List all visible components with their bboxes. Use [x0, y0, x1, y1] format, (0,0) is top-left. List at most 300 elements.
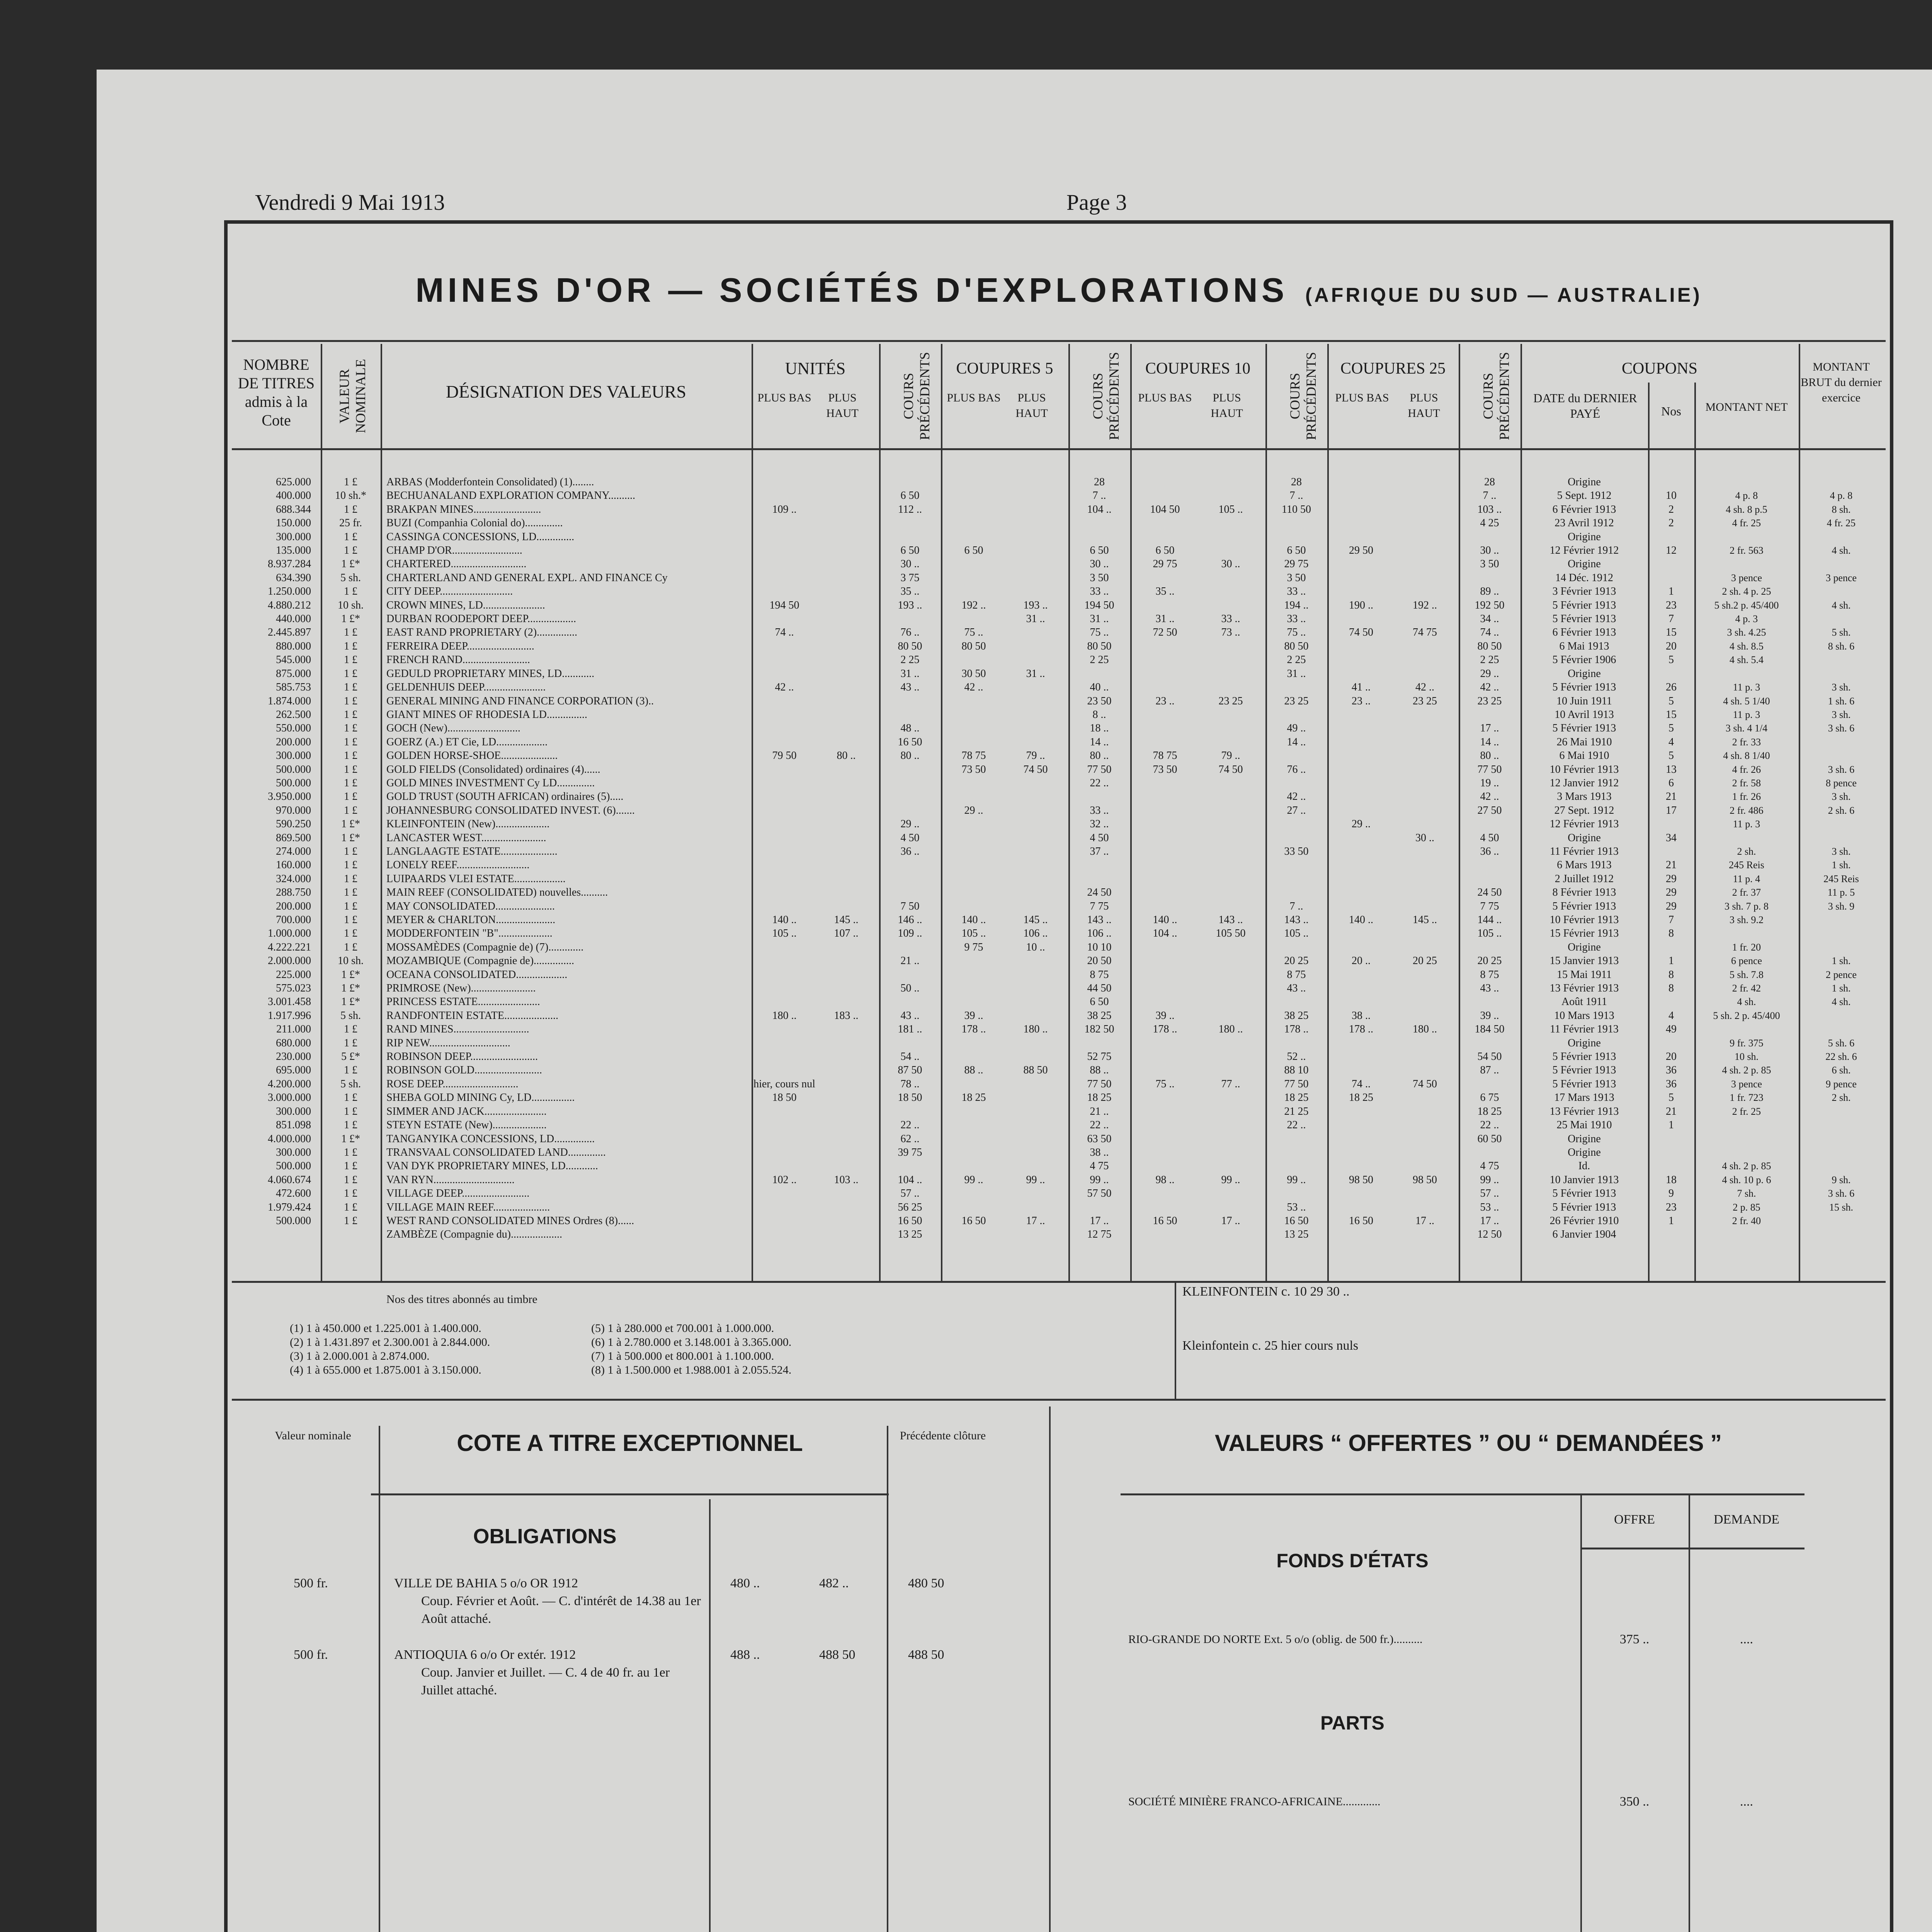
table-cell: 99 ..	[1026, 1173, 1045, 1186]
table-cell: 79 50	[772, 750, 797, 762]
table-cell: LANGLAAGTE ESTATE.....................	[386, 845, 558, 857]
table-cell: 12 Février 1913	[1549, 818, 1619, 830]
table-cell	[753, 1118, 815, 1132]
table-cell	[1801, 1228, 1882, 1241]
table-cell: 19 ..	[1480, 777, 1499, 789]
table-cell: 140 ..	[772, 914, 797, 926]
table-cell: 500.000	[276, 1160, 311, 1172]
table-cell	[1393, 571, 1457, 585]
table-cell	[1393, 763, 1457, 776]
table-cell: 80 ..	[1090, 750, 1109, 762]
table-cell: 43 ..	[1480, 982, 1499, 995]
table-cell	[815, 667, 877, 680]
table-cell: 1 sh.	[1832, 983, 1851, 994]
table-cell	[1005, 626, 1066, 639]
table-cell	[1329, 1228, 1393, 1241]
table-cell: 80 50	[1087, 640, 1112, 652]
table-cell: 78 75	[1153, 750, 1177, 762]
note-1: (1) 1 à 450.000 et 1.225.001 à 1.400.000.	[290, 1322, 481, 1335]
table-cell: 27 ..	[1287, 804, 1306, 816]
table-cell: 9 pence	[1825, 1078, 1857, 1090]
table-cell: 3 pence	[1731, 572, 1762, 583]
table-cell: 4 sh. 2 p. 85	[1722, 1160, 1771, 1172]
table-cell: 1 £	[344, 476, 357, 488]
table-cell	[1696, 1118, 1797, 1132]
table-cell	[1801, 1022, 1882, 1036]
table-cell: 180 ..	[1218, 1023, 1243, 1036]
table-cell: Origine	[1568, 832, 1601, 844]
table-cell	[1132, 954, 1198, 968]
table-cell: 2 fr. 40	[1732, 1215, 1761, 1226]
table-cell: 80 ..	[837, 750, 856, 762]
table-cell: 8 ..	[1092, 708, 1106, 721]
rule	[1265, 344, 1267, 1281]
parts-demande: ....	[1740, 1794, 1753, 1809]
table-cell	[1329, 653, 1393, 667]
table-cell: 72 50	[1153, 626, 1177, 639]
table-cell: 110 50	[1282, 503, 1311, 515]
table-cell: 98 50	[1413, 1173, 1437, 1186]
table-cell: 1 £	[344, 845, 357, 857]
table-cell: 30 ..	[1221, 558, 1240, 570]
table-cell	[1329, 708, 1393, 721]
table-cell	[753, 516, 815, 530]
table-cell: 28	[1484, 476, 1495, 488]
table-cell: 15 Mai 1911	[1556, 968, 1612, 981]
table-cell: 1 £	[344, 886, 357, 899]
table-cell	[1005, 1091, 1066, 1104]
table-cell: BUZI (Companhia Colonial do)..............	[386, 517, 563, 529]
table-cell	[881, 872, 939, 886]
table-cell: 194 50	[1084, 599, 1114, 611]
oblig-1-nominal: 500 fr.	[294, 1576, 328, 1590]
table-cell	[1461, 708, 1519, 721]
header-plus-haut: PLUS HAUT	[1015, 391, 1048, 420]
table-cell	[1801, 557, 1882, 571]
table-cell: 5 Février 1913	[1552, 1078, 1616, 1090]
table-cell: 1 £	[344, 900, 357, 912]
table-cell	[1393, 475, 1457, 489]
table-cell	[1005, 1050, 1066, 1063]
rule	[379, 1426, 380, 1932]
table-cell	[881, 886, 939, 899]
table-cell: 10 Février 1913	[1549, 763, 1619, 776]
table-cell: 16 50	[1349, 1214, 1373, 1227]
table-cell	[1393, 653, 1457, 667]
table-cell: 1 £	[344, 654, 357, 666]
table-cell	[815, 585, 877, 598]
fonds-offre: 375 ..	[1619, 1632, 1650, 1646]
table-cell	[1393, 639, 1457, 653]
table-cell: 80 50	[898, 640, 922, 652]
table-cell: 49	[1666, 1023, 1677, 1036]
table-cell	[815, 872, 877, 886]
oblig-1-haut: 482 ..	[819, 1576, 849, 1590]
table-cell	[1329, 940, 1393, 954]
table-cell: 6 Mai 1913	[1559, 640, 1609, 652]
header-coupures10: COUPURES 10	[1145, 360, 1250, 378]
table-cell: 23 50	[1087, 695, 1112, 707]
parts-offre: 350 ..	[1619, 1794, 1650, 1809]
table-cell: 74 ..	[1352, 1078, 1371, 1090]
oblig-2-prec: 488 50	[908, 1648, 944, 1662]
table-cell: ZAMBÈZE (Compagnie du)...................	[386, 1228, 562, 1241]
table-cell	[881, 1105, 939, 1118]
table-cell	[1329, 721, 1393, 735]
table-cell: Origine	[1568, 558, 1601, 570]
col-unites-prec	[881, 475, 939, 1242]
table-cell	[1329, 1050, 1393, 1063]
table-cell: 575.023	[276, 982, 311, 995]
table-cell	[815, 639, 877, 653]
table-cell: 6 50	[1090, 544, 1109, 557]
table-cell	[1801, 927, 1882, 940]
table-cell	[1132, 858, 1198, 872]
table-cell: 99 ..	[1287, 1173, 1306, 1186]
table-cell: 106 ..	[1087, 927, 1112, 940]
table-cell	[1461, 1146, 1519, 1159]
oblig-1-bas: 480 ..	[730, 1576, 760, 1590]
table-cell: 42 ..	[1480, 681, 1499, 694]
table-cell: 33 ..	[1287, 613, 1306, 625]
table-cell: 28	[1291, 476, 1302, 488]
header-numero: Nos	[1661, 404, 1681, 418]
table-cell: 21	[1666, 791, 1677, 803]
table-cell: 75 ..	[1287, 626, 1306, 639]
table-cell: 16 50	[1284, 1214, 1309, 1227]
header-plus-bas: PLUS BAS	[947, 391, 1001, 404]
table-cell: 13 Février 1913	[1549, 1105, 1619, 1117]
table-cell	[1198, 475, 1264, 489]
table-cell: 23 25	[1284, 695, 1309, 707]
table-cell: 5 Février 1906	[1552, 654, 1616, 666]
table-cell: 11 Février 1913	[1550, 1023, 1619, 1036]
header-coupures5: COUPURES 5	[956, 360, 1053, 378]
table-cell	[753, 571, 815, 585]
table-cell	[1393, 1091, 1457, 1104]
table-cell: 18 50	[898, 1092, 922, 1104]
table-cell: 34 ..	[1480, 613, 1499, 625]
table-cell	[1005, 1036, 1066, 1050]
demande-header: DEMANDE	[1714, 1512, 1779, 1527]
fonds-demande: ....	[1740, 1632, 1753, 1646]
table-cell: 39 ..	[1155, 1009, 1175, 1022]
header-plus-bas: PLUS BAS	[1138, 391, 1192, 404]
table-cell: 88 10	[1284, 1064, 1309, 1077]
table-cell: TRANSVAAL CONSOLIDATED LAND..............	[386, 1146, 606, 1158]
table-cell	[881, 475, 939, 489]
table-cell	[1198, 995, 1264, 1009]
table-cell: 109 ..	[772, 503, 797, 515]
table-cell: 23 ..	[1155, 695, 1175, 707]
table-cell	[1132, 845, 1198, 858]
table-cell	[1696, 1228, 1797, 1241]
table-cell	[753, 557, 815, 571]
table-cell	[1070, 790, 1128, 803]
table-cell: 76 ..	[900, 626, 920, 639]
table-cell: 20 ..	[1352, 955, 1371, 967]
note-7: (7) 1 à 500.000 et 800.001 à 1.100.000.	[591, 1350, 774, 1362]
table-cell: 3 Mars 1913	[1557, 791, 1612, 803]
table-cell	[1198, 585, 1264, 598]
table-cell: 8 sh.	[1832, 503, 1851, 515]
table-cell	[1393, 995, 1457, 1009]
table-cell	[943, 489, 1005, 502]
table-cell: 1 sh.	[1832, 859, 1851, 871]
table-cell: 2.000.000	[268, 955, 311, 967]
table-cell	[1393, 1118, 1457, 1132]
col-nombre	[234, 475, 311, 1228]
table-cell: 245 Reis	[1823, 873, 1859, 884]
table-cell: 1 £	[344, 1037, 357, 1049]
table-cell	[1005, 489, 1066, 502]
table-cell: 38 ..	[1352, 1009, 1371, 1022]
table-cell: 12 Février 1912	[1549, 544, 1619, 557]
table-cell: 688.344	[276, 503, 311, 515]
table-cell	[1132, 1228, 1198, 1241]
table-cell	[1132, 708, 1198, 721]
table-cell: Origine	[1568, 1133, 1601, 1145]
kleinfontein-c10: KLEINFONTEIN c. 10 29 30 ..	[1182, 1284, 1350, 1299]
table-cell: 11 Février 1913	[1550, 845, 1619, 857]
table-cell: 88 ..	[1090, 1064, 1109, 1077]
table-cell: 12 75	[1087, 1228, 1112, 1241]
table-cell	[1132, 530, 1198, 544]
col-c5-bas	[943, 475, 1005, 1242]
table-cell	[943, 653, 1005, 667]
table-cell: 99 ..	[1480, 1173, 1499, 1186]
table-cell: 104 ..	[1087, 503, 1112, 515]
table-cell: 500.000	[276, 777, 311, 789]
table-cell: SHEBA GOLD MINING Cy, LD................	[386, 1092, 575, 1104]
table-cell	[1461, 872, 1519, 886]
table-cell: 31 ..	[1026, 613, 1045, 625]
table-cell: 6 sh.	[1832, 1065, 1851, 1076]
table-cell: 5 Février 1913	[1552, 1187, 1616, 1200]
table-cell: 1	[1668, 1214, 1674, 1227]
table-cell	[1005, 1118, 1066, 1132]
page-title	[224, 270, 1893, 310]
table-cell	[1801, 913, 1882, 927]
table-cell: 15 Février 1913	[1549, 927, 1619, 940]
table-cell: 99 ..	[1090, 1173, 1109, 1186]
table-cell	[815, 1228, 877, 1241]
table-cell	[1393, 940, 1457, 954]
table-cell	[1198, 639, 1264, 653]
table-cell	[1393, 1050, 1457, 1063]
table-cell	[943, 721, 1005, 735]
table-cell: 17 ..	[1415, 1214, 1434, 1227]
table-cell	[815, 1050, 877, 1063]
table-cell	[753, 475, 815, 489]
table-cell: 180 ..	[1413, 1023, 1437, 1036]
table-cell	[1132, 940, 1198, 954]
table-cell: 2 fr. 58	[1732, 777, 1761, 789]
table-cell: 17 ..	[1090, 1214, 1109, 1227]
table-cell: 103 ..	[1477, 503, 1502, 515]
table-cell	[753, 708, 815, 721]
table-cell: 79 ..	[1221, 750, 1240, 762]
table-cell	[1267, 995, 1325, 1009]
table-cell	[753, 954, 815, 968]
table-cell: ROBINSON GOLD.........................	[386, 1064, 542, 1077]
table-cell: 40 ..	[1090, 681, 1109, 694]
table-cell: 1 £	[344, 544, 357, 557]
table-cell	[1393, 817, 1457, 831]
table-cell	[1198, 1050, 1264, 1063]
header-plus-haut: PLUS HAUT	[826, 391, 859, 420]
table-cell: 103 ..	[834, 1173, 859, 1186]
table-cell: 1 £*	[341, 1133, 360, 1145]
table-cell: 14 Déc. 1912	[1555, 571, 1614, 584]
table-cell	[753, 858, 815, 872]
table-cell: STEYN ESTATE (New)....................	[386, 1119, 547, 1131]
table-cell: 1.250.000	[268, 585, 311, 598]
table-cell	[1696, 1146, 1797, 1159]
col-unites-haut	[815, 475, 877, 1242]
table-cell: 545.000	[276, 654, 311, 666]
table-cell	[1267, 1132, 1325, 1146]
table-cell	[1005, 557, 1066, 571]
table-cell: 42 ..	[1287, 791, 1306, 803]
table-cell	[753, 817, 815, 831]
table-cell: 38 ..	[1090, 1146, 1109, 1158]
table-cell: 550.000	[276, 722, 311, 735]
table-cell: 4 fr. 25	[1732, 517, 1761, 529]
table-cell	[1132, 1201, 1198, 1214]
table-cell: 21 ..	[900, 955, 920, 967]
table-cell	[815, 544, 877, 557]
table-cell	[1198, 1187, 1264, 1200]
table-cell: 11 p. 3	[1733, 709, 1760, 720]
table-cell	[1329, 1187, 1393, 1200]
table-cell	[1005, 1159, 1066, 1173]
table-cell	[1696, 530, 1797, 544]
table-cell: 178 ..	[961, 1023, 986, 1036]
table-cell: 1 £*	[341, 558, 360, 570]
table-cell	[1393, 516, 1457, 530]
table-cell: 29 ..	[900, 818, 920, 830]
table-cell: 143 ..	[1218, 914, 1243, 926]
table-cell: 62 ..	[900, 1133, 920, 1145]
table-cell: 160.000	[276, 859, 311, 871]
table-cell: 18 50	[772, 1092, 797, 1104]
table-cell: 15	[1666, 626, 1677, 639]
table-cell: RAND MINES............................	[386, 1023, 529, 1036]
table-cell: 18	[1666, 1173, 1677, 1186]
table-cell: 48 ..	[900, 722, 920, 735]
table-cell: 183 ..	[834, 1009, 859, 1022]
oblig-1-prec: 480 50	[908, 1576, 944, 1590]
rule	[1175, 1283, 1176, 1399]
oblig-1-name: VILLE DE BAHIA 5 o/o OR 1912	[394, 1576, 578, 1590]
table-cell	[1005, 653, 1066, 667]
table-cell	[1198, 872, 1264, 886]
table-cell	[1393, 776, 1457, 790]
table-cell: CHARTERLAND AND GENERAL EXPL. AND FINANCE Cy	[386, 571, 668, 584]
table-cell: 1 £	[344, 722, 357, 735]
table-cell: SIMMER AND JACK.......................	[386, 1105, 547, 1117]
table-cell: 324.000	[276, 872, 311, 885]
table-cell	[1005, 721, 1066, 735]
table-cell	[1801, 817, 1882, 831]
table-cell: GOERZ (A.) ET Cie, LD...................	[386, 736, 548, 748]
table-cell: 31 ..	[1026, 667, 1045, 680]
table-cell	[1198, 776, 1264, 790]
rule	[752, 344, 753, 1281]
table-cell	[753, 872, 815, 886]
table-cell	[815, 721, 877, 735]
table-cell	[815, 489, 877, 502]
table-cell: 1 fr. 20	[1732, 941, 1761, 953]
header-date: DATE du DERNIER PAYÉ	[1533, 391, 1637, 420]
rule	[1799, 344, 1800, 1281]
table-cell: 875.000	[276, 667, 311, 680]
table-cell: 10 sh.	[338, 599, 364, 611]
table-cell	[753, 735, 815, 749]
table-cell: 1 £	[344, 1160, 357, 1172]
table-cell	[1393, 1146, 1457, 1159]
table-cell: 1 £	[344, 585, 357, 598]
table-cell	[1198, 571, 1264, 585]
table-cell: 1 £	[344, 1119, 357, 1131]
table-cell: 78 ..	[900, 1078, 920, 1090]
table-cell: 5 Février 1913	[1552, 722, 1616, 735]
table-cell	[1005, 585, 1066, 598]
table-cell: 10 sh.	[1734, 1051, 1759, 1063]
table-cell: 16 50	[961, 1214, 986, 1227]
table-cell: 20 25	[1284, 955, 1309, 967]
table-cell: 869.500	[276, 832, 311, 844]
table-cell: hier, cours nul	[753, 1078, 815, 1090]
table-cell: 4	[1668, 1009, 1674, 1022]
table-cell	[1393, 557, 1457, 571]
table-cell: 8	[1668, 968, 1674, 981]
table-cell: LANCASTER WEST........................	[386, 832, 546, 844]
table-cell	[881, 612, 939, 626]
table-cell: 2	[1668, 517, 1674, 529]
table-cell: 13 Février 1913	[1549, 982, 1619, 995]
table-cell: 5 £*	[341, 1051, 360, 1063]
table-cell: GEDULD PROPRIETARY MINES, LD............	[386, 667, 595, 680]
table-cell	[1005, 1146, 1066, 1159]
table-cell: 18 25	[1087, 1092, 1112, 1104]
table-cell	[1198, 735, 1264, 749]
table-cell: 42 ..	[964, 681, 983, 694]
table-cell: 135.000	[276, 544, 311, 557]
table-cell	[1393, 1036, 1457, 1050]
table-cell	[1696, 557, 1797, 571]
table-cell	[1801, 940, 1882, 954]
table-cell: 74 ..	[775, 626, 794, 639]
table-cell	[1198, 858, 1264, 872]
table-cell: 17 ..	[1026, 1214, 1045, 1227]
table-cell: 104 50	[1150, 503, 1180, 515]
table-cell	[1461, 858, 1519, 872]
table-cell: 24 50	[1477, 886, 1502, 899]
obligations-title: OBLIGATIONS	[473, 1525, 617, 1548]
table-cell: 10 Juin 1911	[1556, 695, 1612, 707]
table-cell	[1393, 804, 1457, 817]
table-cell: 5 Février 1913	[1552, 900, 1616, 912]
table-cell: 181 ..	[898, 1023, 922, 1036]
table-cell: VILLAGE DEEP.........................	[386, 1187, 530, 1200]
table-cell: 26 Mai 1910	[1556, 736, 1612, 748]
table-cell: 5 sh. 7.8	[1729, 969, 1764, 980]
table-cell	[815, 735, 877, 749]
table-cell: 34	[1666, 832, 1677, 844]
col-c25-bas	[1329, 475, 1393, 1242]
